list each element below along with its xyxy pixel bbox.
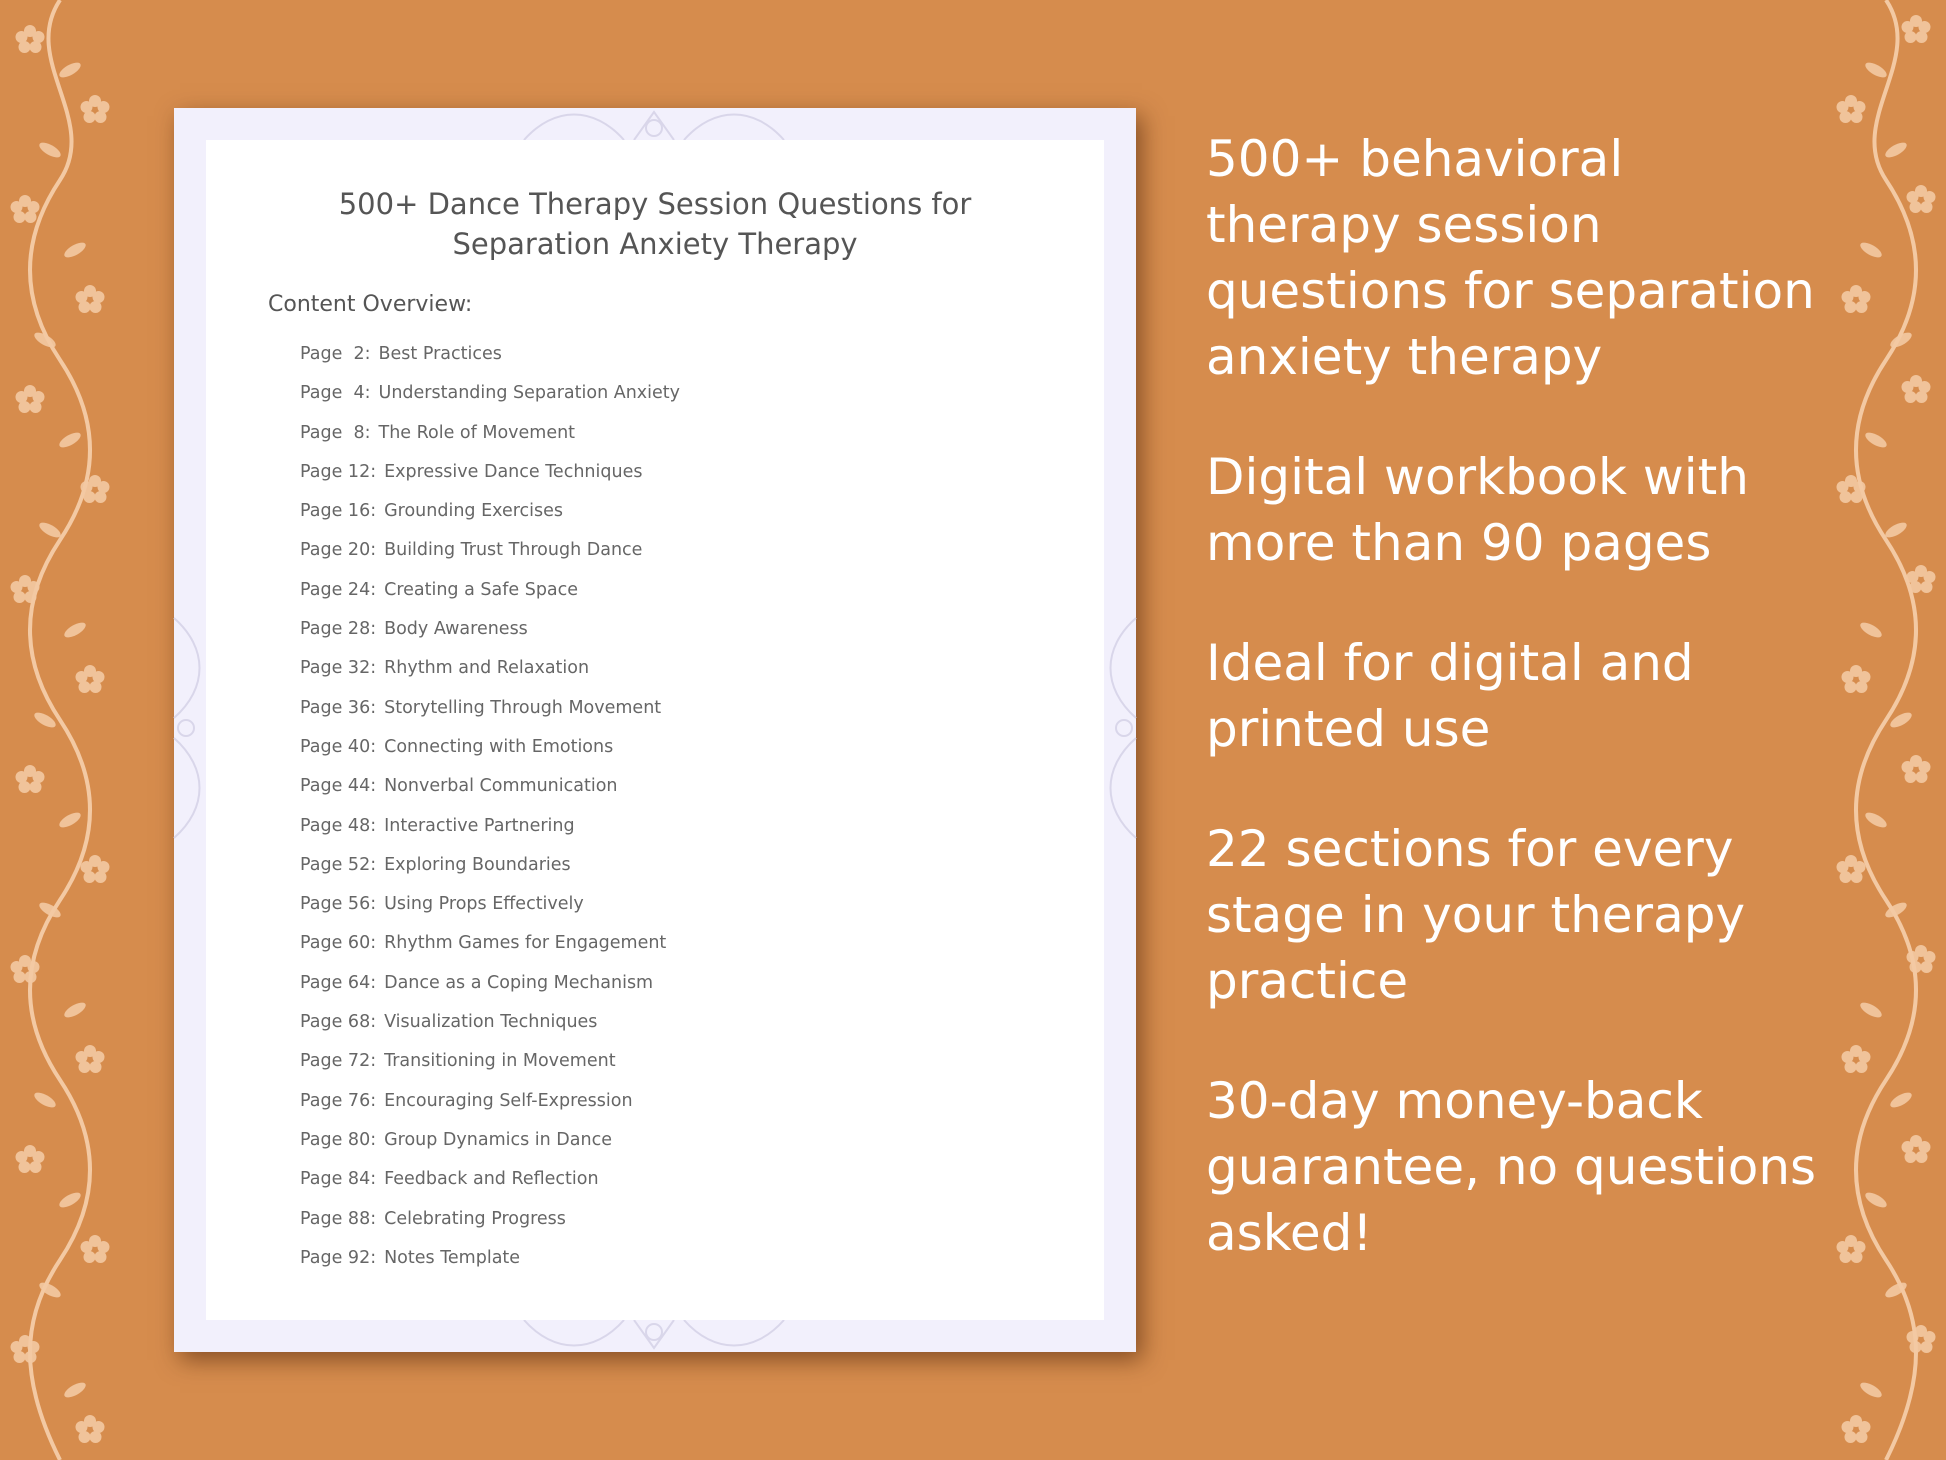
toc-page-number: Page 48: bbox=[300, 815, 377, 836]
feature-item: 22 sections for every stage in your therapy practice bbox=[1206, 820, 1746, 1010]
toc-section-label: Building Trust Through Dance bbox=[384, 540, 643, 561]
toc-section-label: Understanding Separation Anxiety bbox=[378, 383, 681, 404]
feature-list bbox=[1206, 126, 1826, 1320]
toc-item bbox=[300, 423, 680, 462]
floral-vine-left-icon bbox=[0, 0, 130, 1460]
toc-section-label: Body Awareness bbox=[384, 619, 528, 640]
feature-item: 30-day money-back guarantee, no questions asked! bbox=[1206, 1072, 1817, 1262]
document-page bbox=[206, 140, 1104, 1320]
toc-item bbox=[300, 1051, 680, 1090]
mandala-left-icon bbox=[172, 608, 208, 848]
toc-item bbox=[300, 540, 680, 579]
document-title-line2: Separation Anxiety Therapy bbox=[452, 227, 858, 261]
toc-section-label: Storytelling Through Movement bbox=[384, 697, 662, 718]
toc-page-number: Page 36: bbox=[300, 697, 377, 718]
toc-page-number: Page 20: bbox=[300, 540, 377, 561]
toc-page-number: Page 2: bbox=[300, 344, 371, 364]
toc-item bbox=[300, 1130, 680, 1169]
toc-page-number: Page 84: bbox=[300, 1169, 377, 1190]
toc-page-number: Page 44: bbox=[300, 776, 377, 797]
toc-item bbox=[300, 776, 680, 815]
mandala-top-icon bbox=[514, 106, 794, 142]
table-of-contents bbox=[300, 344, 680, 1287]
toc-item bbox=[300, 658, 680, 697]
toc-page-number: Page 28: bbox=[300, 619, 377, 640]
mandala-bottom-icon bbox=[514, 1318, 794, 1354]
toc-item bbox=[300, 737, 680, 776]
toc-section-label: Transitioning in Movement bbox=[384, 1051, 616, 1072]
toc-section-label: Rhythm Games for Engagement bbox=[384, 933, 667, 954]
toc-page-number: Page 52: bbox=[300, 854, 377, 875]
toc-page-number: Page 60: bbox=[300, 933, 377, 954]
toc-page-number: Page 72: bbox=[300, 1051, 377, 1072]
toc-page-number: Page 16: bbox=[300, 501, 377, 522]
toc-item bbox=[300, 698, 680, 737]
toc-page-number: Page 88: bbox=[300, 1208, 377, 1229]
toc-section-label: The Role of Movement bbox=[378, 422, 576, 443]
toc-item bbox=[300, 1209, 680, 1248]
toc-item bbox=[300, 894, 680, 933]
feature-item: Ideal for digital and printed use bbox=[1206, 634, 1694, 758]
feature-item: Digital workbook with more than 90 pages bbox=[1206, 448, 1749, 572]
toc-item bbox=[300, 1091, 680, 1130]
toc-item bbox=[300, 1012, 680, 1051]
toc-item bbox=[300, 580, 680, 619]
toc-section-label: Notes Template bbox=[384, 1247, 521, 1268]
toc-item bbox=[300, 344, 680, 383]
toc-section-label: Visualization Techniques bbox=[384, 1012, 598, 1033]
toc-page-number: Page 92: bbox=[300, 1247, 377, 1268]
toc-section-label: Best Practices bbox=[378, 344, 502, 364]
toc-section-label: Interactive Partnering bbox=[384, 815, 575, 836]
toc-item bbox=[300, 462, 680, 501]
toc-page-number: Page 64: bbox=[300, 972, 377, 993]
toc-item bbox=[300, 383, 680, 422]
toc-page-number: Page 32: bbox=[300, 658, 377, 679]
toc-section-label: Connecting with Emotions bbox=[384, 736, 614, 757]
toc-page-number: Page 80: bbox=[300, 1129, 377, 1150]
toc-item bbox=[300, 855, 680, 894]
toc-section-label: Grounding Exercises bbox=[384, 501, 564, 522]
feature-item: 500+ behavioral therapy session questions for separation anxiety therapy bbox=[1206, 130, 1815, 386]
toc-item bbox=[300, 816, 680, 855]
toc-page-number: Page 40: bbox=[300, 736, 377, 757]
content-overview-heading: Content Overview: bbox=[268, 292, 473, 317]
toc-page-number: Page 8: bbox=[300, 422, 371, 443]
toc-section-label: Group Dynamics in Dance bbox=[384, 1129, 612, 1150]
toc-page-number: Page 4: bbox=[300, 383, 371, 404]
document-title bbox=[266, 184, 1044, 264]
document-preview bbox=[174, 108, 1136, 1352]
toc-page-number: Page 76: bbox=[300, 1090, 377, 1111]
toc-item bbox=[300, 933, 680, 972]
toc-item bbox=[300, 973, 680, 1012]
toc-section-label: Feedback and Reflection bbox=[384, 1169, 599, 1190]
toc-section-label: Exploring Boundaries bbox=[384, 854, 571, 875]
toc-section-label: Rhythm and Relaxation bbox=[384, 658, 590, 679]
toc-section-label: Using Props Effectively bbox=[384, 894, 584, 915]
toc-section-label: Nonverbal Communication bbox=[384, 776, 618, 797]
toc-item bbox=[300, 1169, 680, 1208]
toc-item bbox=[300, 501, 680, 540]
floral-vine-right-icon bbox=[1816, 0, 1946, 1460]
toc-page-number: Page 56: bbox=[300, 894, 377, 915]
toc-section-label: Dance as a Coping Mechanism bbox=[384, 972, 654, 993]
toc-item bbox=[300, 619, 680, 658]
mandala-right-icon bbox=[1102, 608, 1138, 848]
toc-section-label: Celebrating Progress bbox=[384, 1208, 566, 1229]
toc-section-label: Encouraging Self-Expression bbox=[384, 1090, 633, 1111]
toc-section-label: Creating a Safe Space bbox=[384, 579, 579, 600]
toc-section-label: Expressive Dance Techniques bbox=[384, 461, 643, 482]
toc-page-number: Page 24: bbox=[300, 579, 377, 600]
toc-item bbox=[300, 1248, 680, 1287]
toc-page-number: Page 12: bbox=[300, 461, 377, 482]
document-title-line1: 500+ Dance Therapy Session Questions for bbox=[338, 187, 972, 221]
toc-page-number: Page 68: bbox=[300, 1012, 377, 1033]
